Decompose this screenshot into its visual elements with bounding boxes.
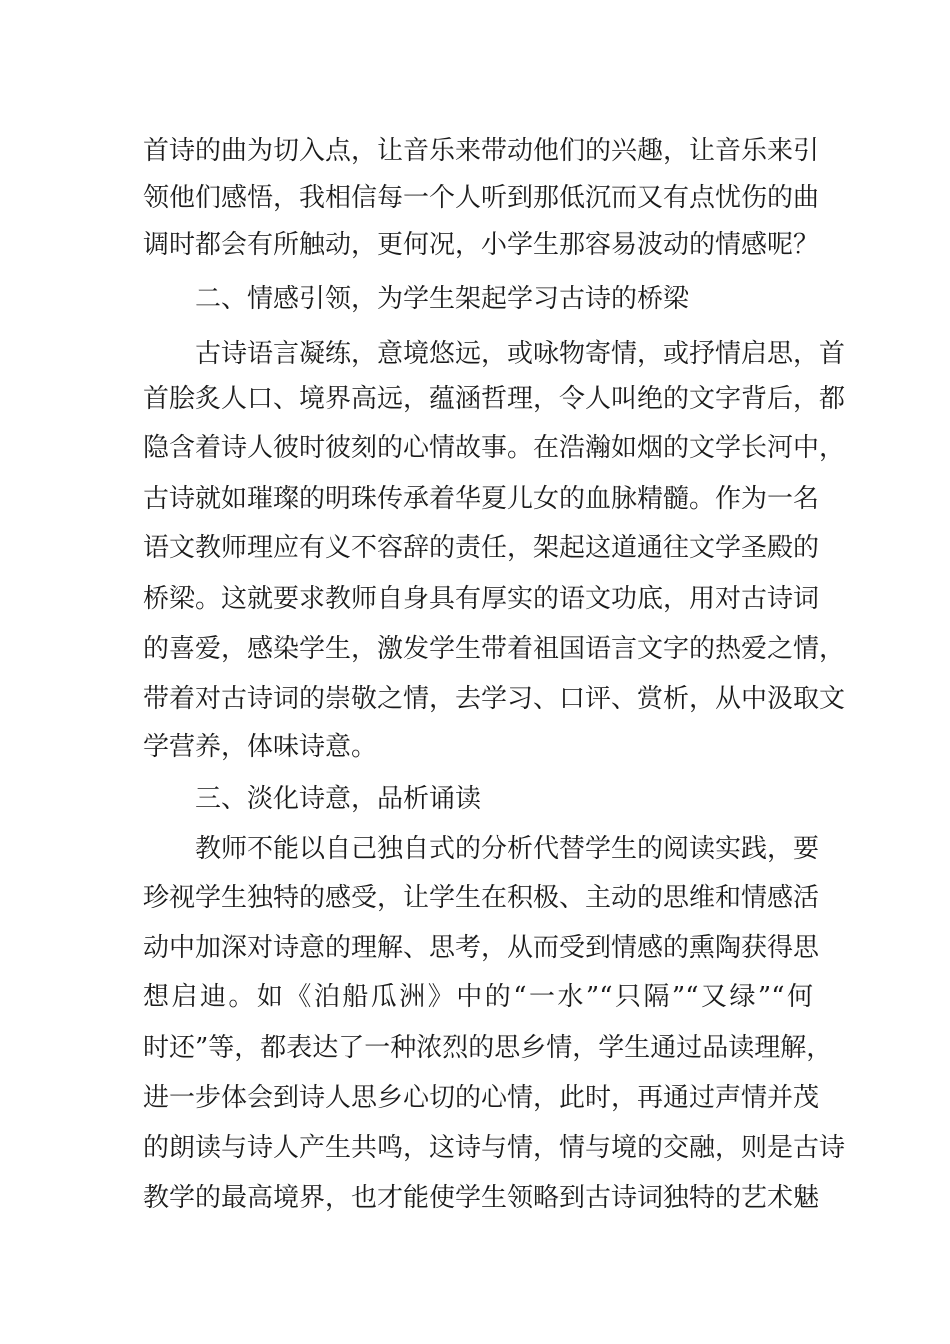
- text-line: 首诗的曲为切入点，让音乐来带动他们的兴趣，让音乐来引: [143, 136, 820, 166]
- text-line: 的朗读与诗人产生共鸣，这诗与情，情与境的交融，则是古诗: [143, 1133, 846, 1163]
- text-line: 古诗语言凝练，意境悠远，或咏物寄情，或抒情启思，首: [195, 339, 846, 369]
- text-line: 语文教师理应有义不容辞的责任，架起这道通往文学圣殿的: [143, 533, 820, 563]
- text-line: 带着对古诗词的崇敬之情，去学习、口评、赏析，从中汲取文: [143, 684, 846, 714]
- text-line: 教学的最高境界，也才能使学生领略到古诗词独特的艺术魅: [143, 1183, 820, 1213]
- text-line: 桥梁。这就要求教师自身具有厚实的语文功底，用对古诗词: [143, 584, 820, 614]
- section-heading: 三、淡化诗意，品析诵读: [195, 784, 482, 814]
- text-line: 想启迪。如《泊船瓜洲》中的“一水”“只隔”“又绿”“何: [143, 982, 813, 1012]
- text-line: 动中加深对诗意的理解、思考，从而受到情感的熏陶获得思: [143, 933, 820, 963]
- text-line: 教师不能以自己独自式的分析代替学生的阅读实践，要: [195, 834, 820, 864]
- text-line: 首脍炙人口、境界高远，蕴涵哲理，令人叫绝的文字背后，都: [143, 384, 846, 414]
- text-line: 时还”等，都表达了一种浓烈的思乡情，学生通过品读理解，: [143, 1033, 833, 1063]
- text-line: 珍视学生独特的感受，让学生在积极、主动的思维和情感活: [143, 883, 820, 913]
- section-heading: 二、情感引领，为学生架起学习古诗的桥梁: [195, 284, 690, 314]
- text-line: 古诗就如璀璨的明珠传承着华夏儿女的血脉精髓。作为一名: [143, 484, 820, 514]
- text-line: 的喜爱，感染学生，激发学生带着祖国语言文字的热爱之情，: [143, 634, 846, 664]
- text-line: 隐含着诗人彼时彼刻的心情故事。在浩瀚如烟的文学长河中，: [143, 433, 846, 463]
- text-line: 调时都会有所触动，更何况，小学生那容易波动的情感呢？: [143, 230, 820, 260]
- text-line: 学营养，体味诗意。: [143, 732, 378, 762]
- text-line: 领他们感悟，我相信每一个人听到那低沉而又有点忧伤的曲: [143, 183, 820, 213]
- text-line: 进一步体会到诗人思乡心切的心情，此时，再通过声情并茂: [143, 1083, 820, 1113]
